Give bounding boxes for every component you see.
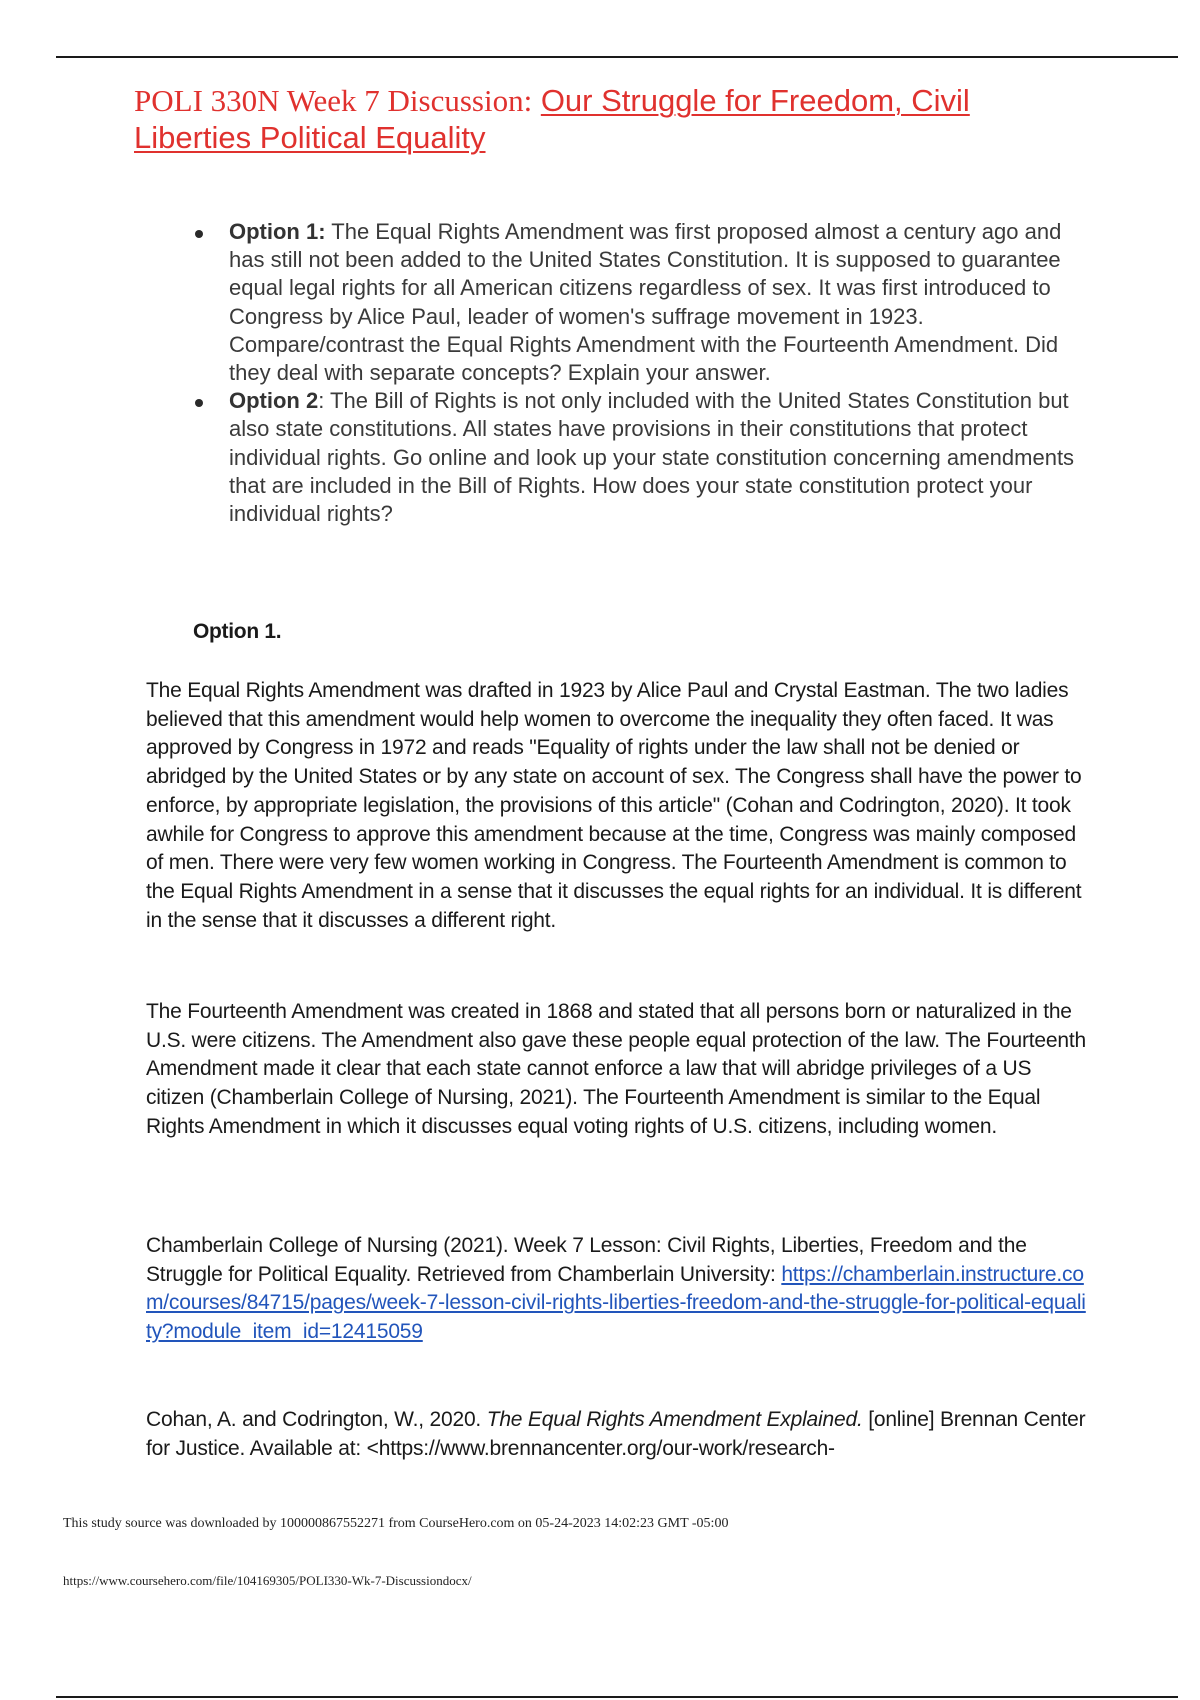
reference-2 <box>146 1406 1091 1463</box>
topic-title: Our Struggle for Freedom, Civil Liberties Political Equality <box>134 83 970 155</box>
source-url[interactable]: https://www.coursehero.com/file/104169305/POLI330-Wk-7-Discussiondocx/ <box>63 1573 472 1588</box>
reference-1-text: Chamberlain College of Nursing (2021). Week 7 Lesson: Civil Rights, Liberties, Freedom and the Struggle for Political Equality. Retrieved from Chamberlain University: <box>146 1234 1027 1286</box>
top-rule <box>56 56 1178 58</box>
bottom-rule <box>56 1696 1178 1698</box>
option-1-text: The Equal Rights Amendment was first proposed almost a century ago and has still not been added to the United States Constitution. It is supposed to guarantee equal legal rights for all American citizens regardless of sex. It was first introduced to Congress by Alice Paul, leader of women's suffrage movement in 1923. Compare/contrast the Equal Rights Amendment with the Fourteenth Amendment. Did they deal with separate concepts? Explain your answer. <box>229 219 1062 386</box>
document-title <box>134 82 1094 156</box>
option-2-item <box>188 387 1088 528</box>
bullet-icon <box>195 399 203 407</box>
reference-1-link[interactable]: https://chamberlain.instructure.com/courses/84715/pages/week-7-lesson-civil-rights-liberties-freedom-and-the-struggle-for-political-equality?module_item_id=12415059 <box>146 1262 1086 1344</box>
response-heading: Option 1. <box>193 620 282 643</box>
response-paragraph-2: The Fourteenth Amendment was created in 1868 and stated that all persons born or naturalized in the U.S. were citizens. The Amendment also gave these people equal protection of the law. The Fourteenth Amendment made it clear that each state cannot enforce a law that will abridge privileges of a US citizen (Chamberlain College of Nursing, 2021). The Fourteenth Amendment is similar to the Equal Rights Amendment in which it discusses equal voting rights of U.S. citizens, including women. <box>146 1000 1086 1138</box>
option-1-label: Option 1: <box>229 219 326 244</box>
reference-2-rest: [online] Brennan Center for Justice. Available at: <https://www.brennancenter.org/our-work/research- <box>146 1408 1086 1460</box>
response-paragraph-1: The Equal Rights Amendment was drafted in 1923 by Alice Paul and Crystal Eastman. The two ladies believed that this amendment would help women to overcome the inequality they often faced. It was approved by Congress in 1972 and reads "Equality of rights under the law shall not be denied or abridged by the United States or by any state on account of sex. The Congress shall have the power to enforce, by appropriate legislation, the provisions of this article" (Cohan and Codrington, 2020). It took awhile for Congress to approve this amendment because at the time, Congress was mainly composed of men. There were very few women working in Congress. The Fourteenth Amendment is common to the Equal Rights Amendment in a sense that it discusses the equal rights for an individual. It is different in the sense that it discusses a different right. <box>146 679 1082 932</box>
download-note: This study source was downloaded by 100000867552271 from CourseHero.com on 05-24-2023 14:02:23 GMT -05:00 <box>63 1516 729 1531</box>
option-1-item <box>188 218 1088 387</box>
reference-2-title: The Equal Rights Amendment Explained. <box>486 1408 863 1431</box>
discussion-options-list <box>188 218 1088 528</box>
course-label: POLI 330N Week 7 Discussion: <box>134 83 533 118</box>
option-2-text: : The Bill of Rights is not only included with the United States Constitution but also state constitutions. All states have provisions in their constitutions that protect individual rights. Go online and look up your state constitution concerning amendments that are included in the Bill of Rights. How does your state constitution protect your individual rights? <box>229 388 1075 527</box>
reference-1 <box>146 1232 1091 1347</box>
option-2-label: Option 2 <box>229 388 319 414</box>
reference-2-authors: Cohan, A. and Codrington, W., 2020. <box>146 1408 482 1431</box>
bullet-icon <box>195 230 203 238</box>
